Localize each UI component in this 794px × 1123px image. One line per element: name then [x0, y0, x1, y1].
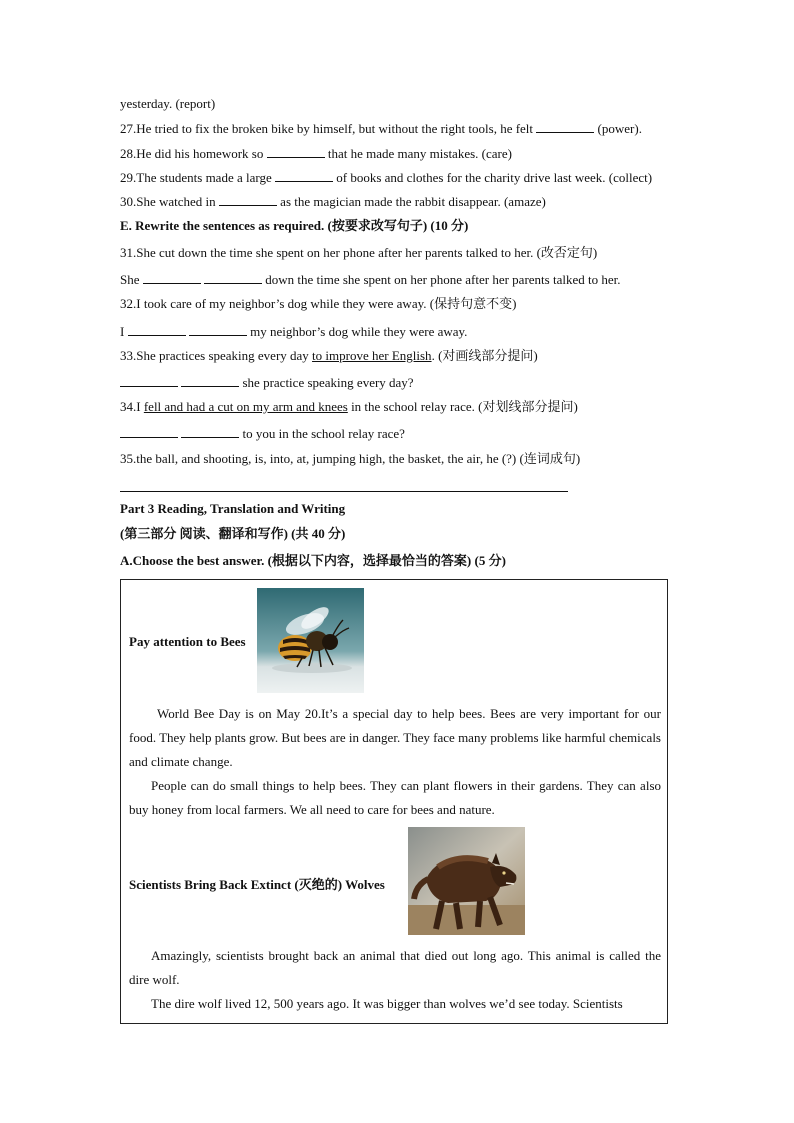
- answer-blank[interactable]: [536, 120, 594, 133]
- underlined-phrase: fell and had a cut on my arm and knees: [143, 399, 348, 414]
- section-e-title: E. Rewrite the sentences as required. (按要求改写句子) (10 分): [120, 218, 469, 233]
- article2-paragraph-1: Amazingly, scientists brought back an animal that died out long ago. This animal is called the dire wolf.: [129, 948, 661, 987]
- wolf-image: [408, 827, 525, 935]
- question-35-prompt: 35.the ball, and shooting, is, into, at, jumping high, the basket, the air, he (?) (连词成句): [120, 451, 581, 466]
- reading-passage-box: [120, 579, 668, 1024]
- answer-blank[interactable]: [128, 323, 186, 336]
- section-a-title: A.Choose the best answer. (根据以下内容，选择最恰当的答案) (5 分): [120, 553, 506, 568]
- question-27: 27.He tried to fix the broken bike by himself, but without the right tools, he felt (power).: [120, 121, 642, 136]
- question-34-answer: to you in the school relay race?: [120, 425, 405, 442]
- answer-blank[interactable]: [219, 193, 277, 206]
- answer-blank[interactable]: [143, 271, 201, 284]
- answer-line[interactable]: [120, 491, 568, 492]
- article1-paragraph-1: World Bee Day is on May 20.It’s a special day to help bees. Bees are very important for our food. They help plants grow. But bees are in danger. They face many problems like harmful chemicals and climate change.: [129, 706, 661, 769]
- part3-subtitle: (第三部分 阅读、翻译和写作) (共 40 分): [120, 526, 346, 541]
- answer-blank[interactable]: [181, 374, 239, 387]
- article1-heading: Pay attention to Bees: [129, 634, 246, 649]
- article2-paragraph-2: The dire wolf lived 12, 500 years ago. It was bigger than wolves we’d see today. Scientists: [151, 996, 623, 1011]
- question-33-answer: she practice speaking every day?: [120, 374, 414, 391]
- part3-title: Part 3 Reading, Translation and Writing: [120, 501, 346, 516]
- q26-tail: yesterday. (report): [120, 96, 216, 111]
- question-33-prompt: 33.She practices speaking every day to improve her English. (对画线部分提问): [120, 348, 538, 363]
- answer-blank[interactable]: [204, 271, 262, 284]
- answer-blank[interactable]: [120, 425, 178, 438]
- question-30: 30.She watched in as the magician made the rabbit disappear. (amaze): [120, 194, 546, 209]
- question-31-answer: She down the time she spent on her phone after her parents talked to her.: [120, 272, 621, 287]
- question-31-prompt: 31.She cut down the time she spent on her phone after her parents talked to her. (改否定句): [120, 245, 598, 260]
- answer-blank[interactable]: [189, 323, 247, 336]
- article2-heading: Scientists Bring Back Extinct (灭绝的) Wolves: [129, 877, 385, 892]
- answer-blank[interactable]: [120, 374, 178, 387]
- question-34-prompt: 34.I fell and had a cut on my arm and knees in the school relay race. (对划线部分提问): [120, 399, 578, 414]
- answer-blank[interactable]: [267, 145, 325, 158]
- question-28: 28.He did his homework so that he made many mistakes. (care): [120, 146, 512, 161]
- question-32-answer: I my neighbor’s dog while they were away.: [120, 324, 468, 339]
- bee-image: [257, 588, 364, 693]
- underlined-phrase: to improve her English: [312, 348, 432, 363]
- question-29: 29.The students made a large of books and clothes for the charity drive last week. (collect): [120, 170, 653, 185]
- answer-blank[interactable]: [275, 169, 333, 182]
- answer-blank[interactable]: [181, 425, 239, 438]
- article1-paragraph-2: People can do small things to help bees. They can plant flowers in their gardens. They can also buy honey from local farmers. We all need to care for bees and nature.: [129, 778, 661, 817]
- question-32-prompt: 32.I took care of my neighbor’s dog while they were away. (保持句意不变): [120, 296, 517, 311]
